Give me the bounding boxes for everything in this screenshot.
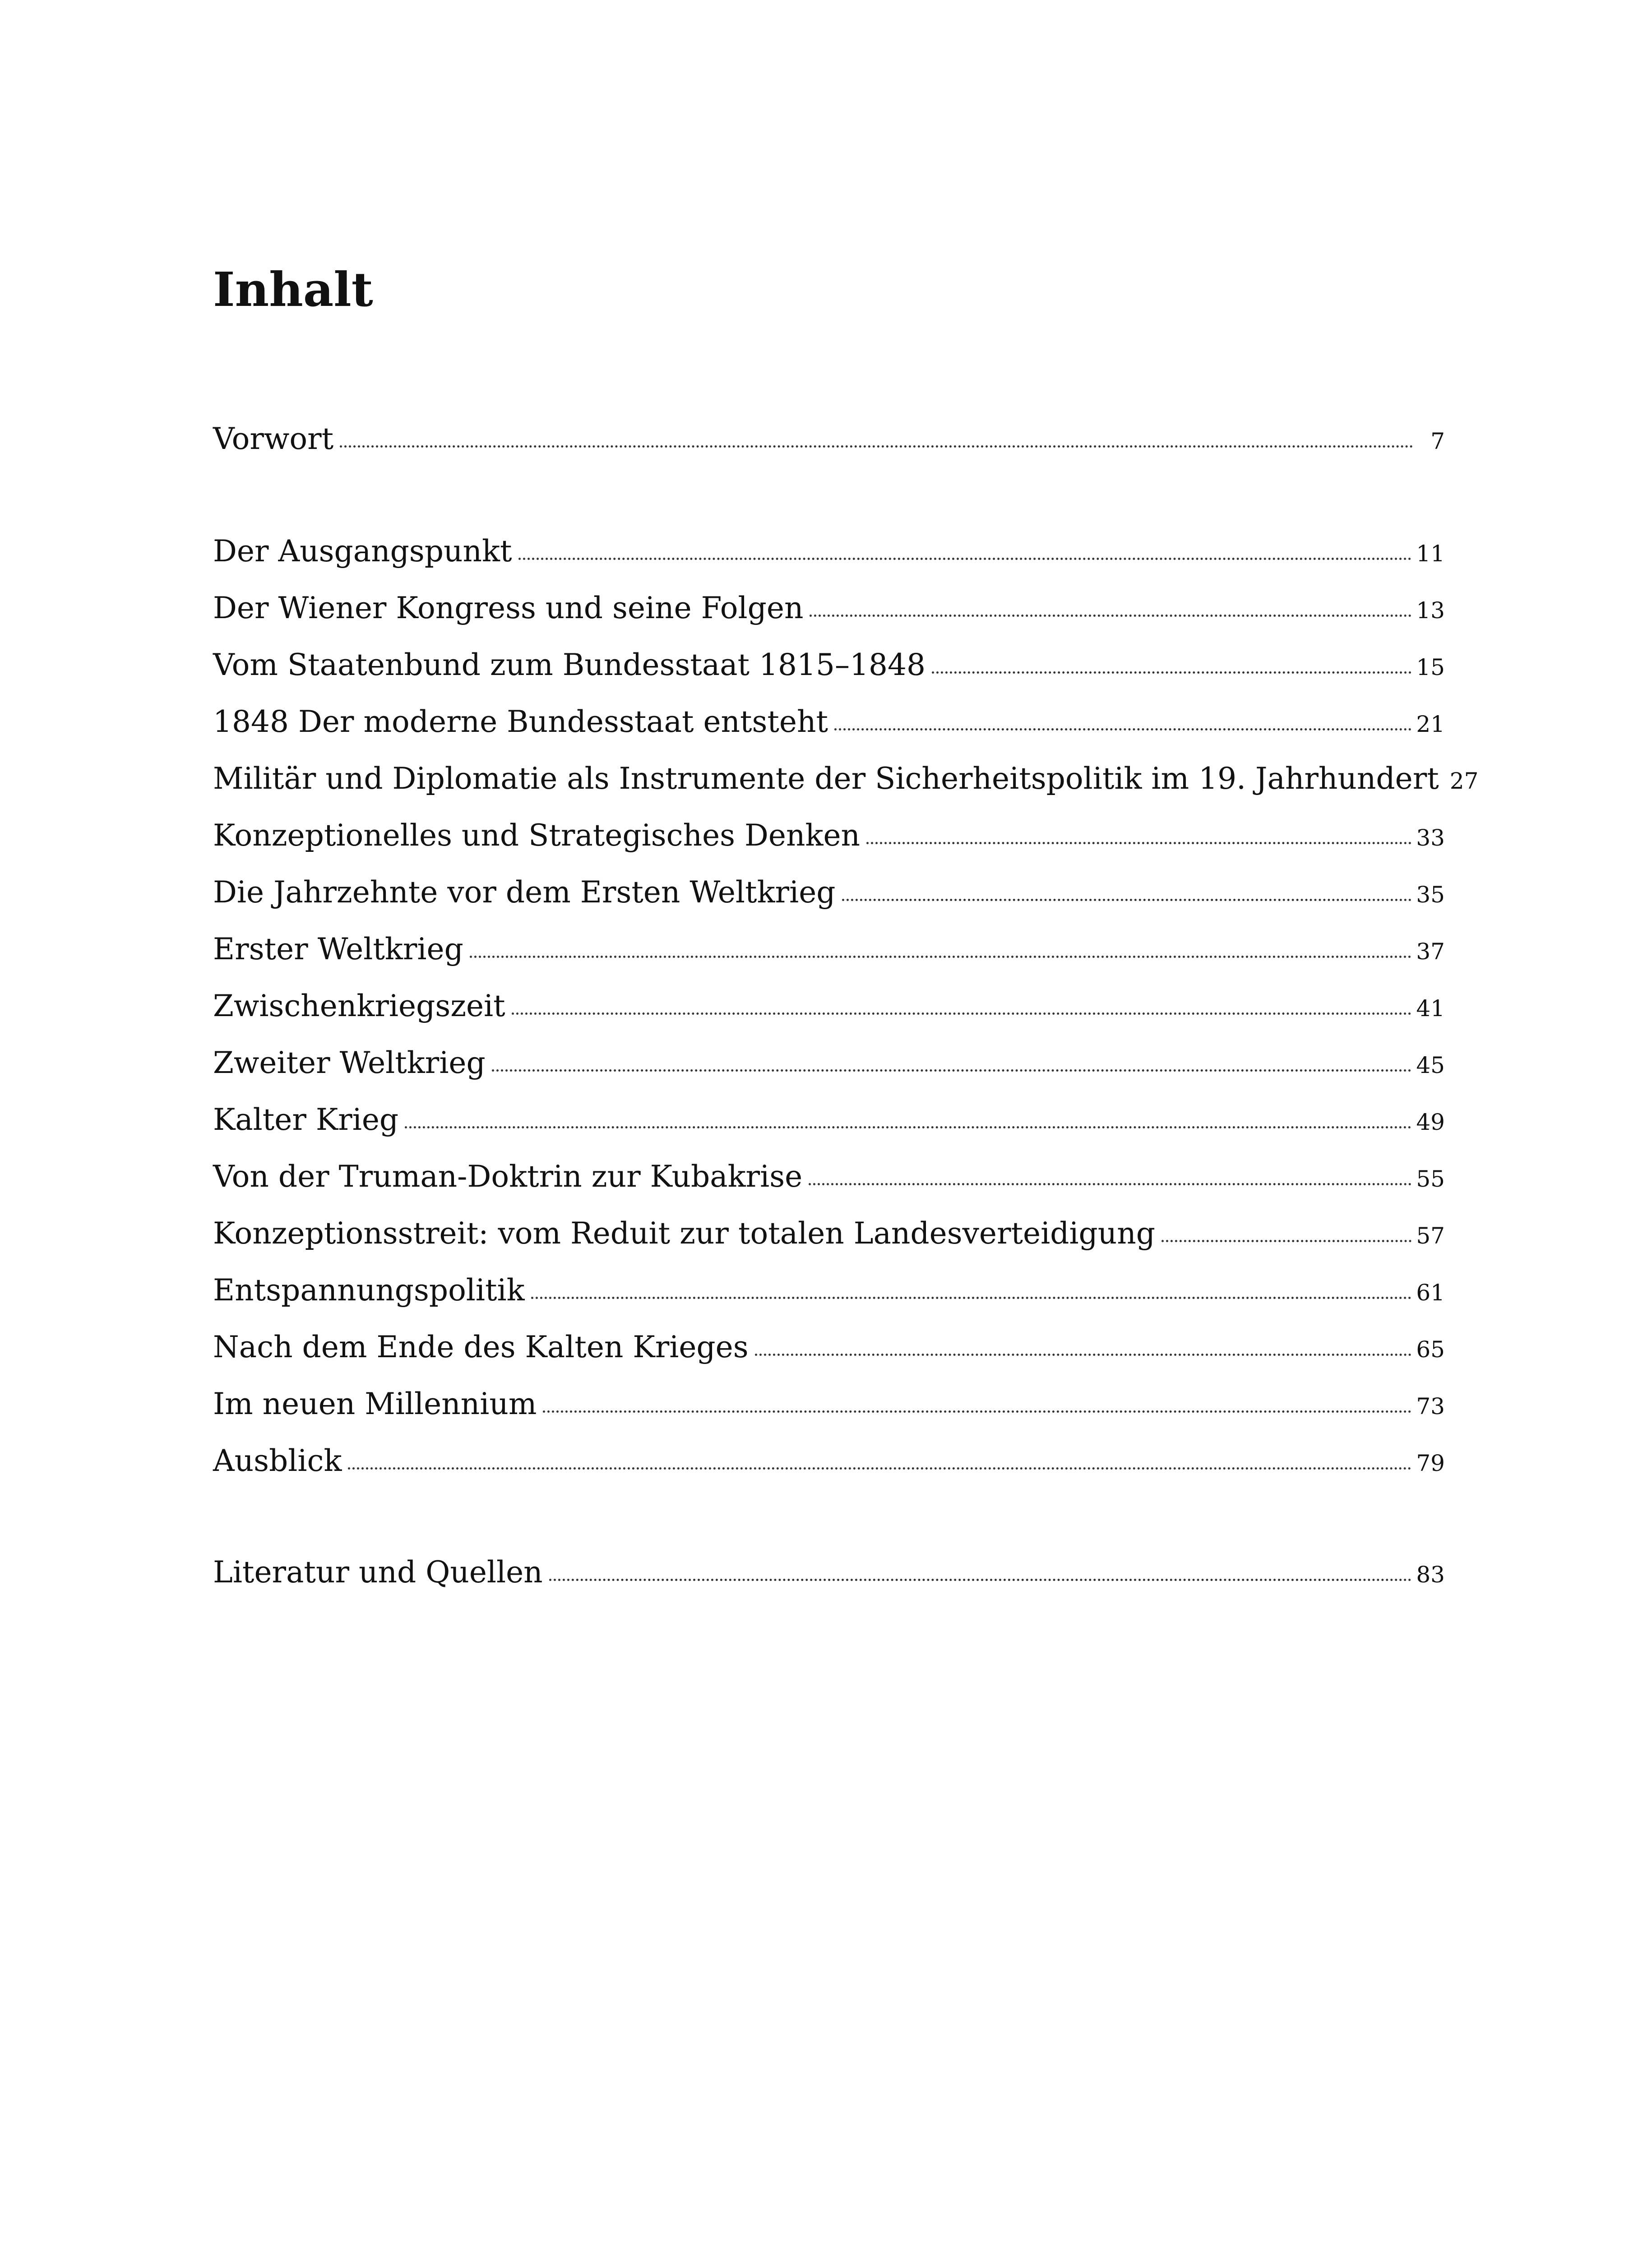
dot-leader bbox=[512, 1012, 1412, 1015]
toc-entry-title: Konzeptionsstreit: vom Reduit zur totalen Landesverteidigung bbox=[213, 1216, 1156, 1251]
toc-entry[interactable] bbox=[213, 421, 1445, 456]
toc-entry-page: 73 bbox=[1416, 1393, 1445, 1419]
dot-leader bbox=[531, 1297, 1412, 1299]
toc-entry-title: Literatur und Quellen bbox=[213, 1555, 543, 1590]
toc-entry-title: Die Jahrzehnte vor dem Ersten Weltkrieg bbox=[213, 875, 836, 910]
dot-leader bbox=[348, 1467, 1411, 1470]
toc-entry-title: Vorwort bbox=[213, 421, 334, 456]
toc-entry[interactable] bbox=[213, 1443, 1445, 1478]
toc-entry-page: 13 bbox=[1416, 597, 1445, 624]
toc-entry-page: 55 bbox=[1416, 1166, 1445, 1192]
toc-entry[interactable] bbox=[213, 1332, 1445, 1362]
dot-leader bbox=[549, 1579, 1412, 1581]
toc-entry[interactable] bbox=[213, 991, 1445, 1021]
dot-leader bbox=[543, 1410, 1411, 1413]
toc-entry-page: 45 bbox=[1416, 1052, 1445, 1078]
toc-entry-page: 49 bbox=[1416, 1109, 1445, 1135]
toc-entry-page: 27 bbox=[1449, 768, 1479, 794]
toc-entry[interactable] bbox=[213, 1102, 1445, 1137]
dot-leader bbox=[810, 615, 1411, 617]
toc-entry-title: Der Wiener Kongress und seine Folgen bbox=[213, 591, 804, 625]
toc-entry-page: 33 bbox=[1416, 825, 1445, 851]
toc-entry-title: Von der Truman-Doktrin zur Kubakrise bbox=[213, 1159, 803, 1194]
toc-entry-title: Der Ausgangspunkt bbox=[213, 534, 512, 569]
toc-entry[interactable] bbox=[213, 1555, 1445, 1590]
toc-entry[interactable] bbox=[213, 1216, 1445, 1251]
toc-entry-title: Militär und Diplomatie als Instrumente der Sicherheitspolitik im 19. Jahrhundert bbox=[213, 761, 1439, 796]
toc-entry-title: Entspannungspolitik bbox=[213, 1273, 525, 1308]
toc-entry-page: 21 bbox=[1416, 711, 1445, 737]
toc-entry-title: Vom Staatenbund zum Bundesstaat 1815–1848 bbox=[213, 647, 925, 682]
toc-entry-page: 57 bbox=[1416, 1223, 1445, 1249]
toc-entry-page: 37 bbox=[1416, 938, 1445, 965]
toc-entry-page: 35 bbox=[1416, 882, 1445, 908]
dot-leader bbox=[405, 1126, 1411, 1128]
dot-leader bbox=[866, 842, 1411, 844]
toc-entry[interactable] bbox=[213, 761, 1479, 796]
toc-entry-title: Konzeptionelles und Strategisches Denken bbox=[213, 818, 861, 853]
toc-entry-page: 11 bbox=[1416, 541, 1445, 567]
dot-leader bbox=[470, 956, 1412, 958]
toc-entry[interactable] bbox=[213, 934, 1445, 964]
dot-leader bbox=[842, 899, 1412, 901]
toc-entry[interactable] bbox=[213, 1273, 1445, 1308]
toc-entry-page: 7 bbox=[1430, 428, 1445, 454]
toc-entry-title: Nach dem Ende des Kalten Krieges bbox=[213, 1330, 749, 1364]
dot-leader bbox=[755, 1354, 1412, 1356]
toc-entry[interactable] bbox=[213, 593, 1445, 623]
toc-entry-title: Kalter Krieg bbox=[213, 1102, 399, 1137]
dot-leader bbox=[834, 728, 1411, 730]
dot-leader bbox=[932, 671, 1411, 674]
toc-entry[interactable] bbox=[213, 1389, 1445, 1419]
dot-leader bbox=[518, 558, 1412, 560]
page-title: Inhalt bbox=[213, 262, 373, 317]
toc-entry[interactable] bbox=[213, 647, 1445, 682]
toc-entry[interactable] bbox=[213, 704, 1445, 739]
toc-entry-page: 15 bbox=[1416, 654, 1445, 680]
toc-entry-page: 83 bbox=[1416, 1562, 1445, 1588]
toc-entry[interactable] bbox=[213, 1045, 1445, 1080]
toc-entry-title: 1848 Der moderne Bundesstaat entsteht bbox=[213, 704, 828, 739]
dot-leader bbox=[809, 1183, 1411, 1185]
dot-leader bbox=[1161, 1240, 1411, 1242]
toc-entry-title: Zwischenkriegszeit bbox=[213, 989, 505, 1023]
dot-leader bbox=[340, 445, 1413, 448]
toc-entry[interactable] bbox=[213, 534, 1445, 569]
toc-entry-page: 61 bbox=[1416, 1280, 1445, 1306]
toc-entry[interactable] bbox=[213, 1159, 1445, 1194]
toc-entry[interactable] bbox=[213, 818, 1445, 853]
toc-entry-page: 79 bbox=[1416, 1450, 1445, 1476]
toc-entry-title: Erster Weltkrieg bbox=[213, 932, 463, 966]
dot-leader bbox=[492, 1069, 1412, 1072]
toc-entry-title: Zweiter Weltkrieg bbox=[213, 1045, 486, 1080]
toc-entry[interactable] bbox=[213, 875, 1445, 910]
toc-entry-title: Ausblick bbox=[213, 1443, 342, 1478]
toc-entry-page: 41 bbox=[1416, 995, 1445, 1022]
toc-entry-title: Im neuen Millennium bbox=[213, 1387, 537, 1421]
toc-entry-page: 65 bbox=[1416, 1336, 1445, 1363]
